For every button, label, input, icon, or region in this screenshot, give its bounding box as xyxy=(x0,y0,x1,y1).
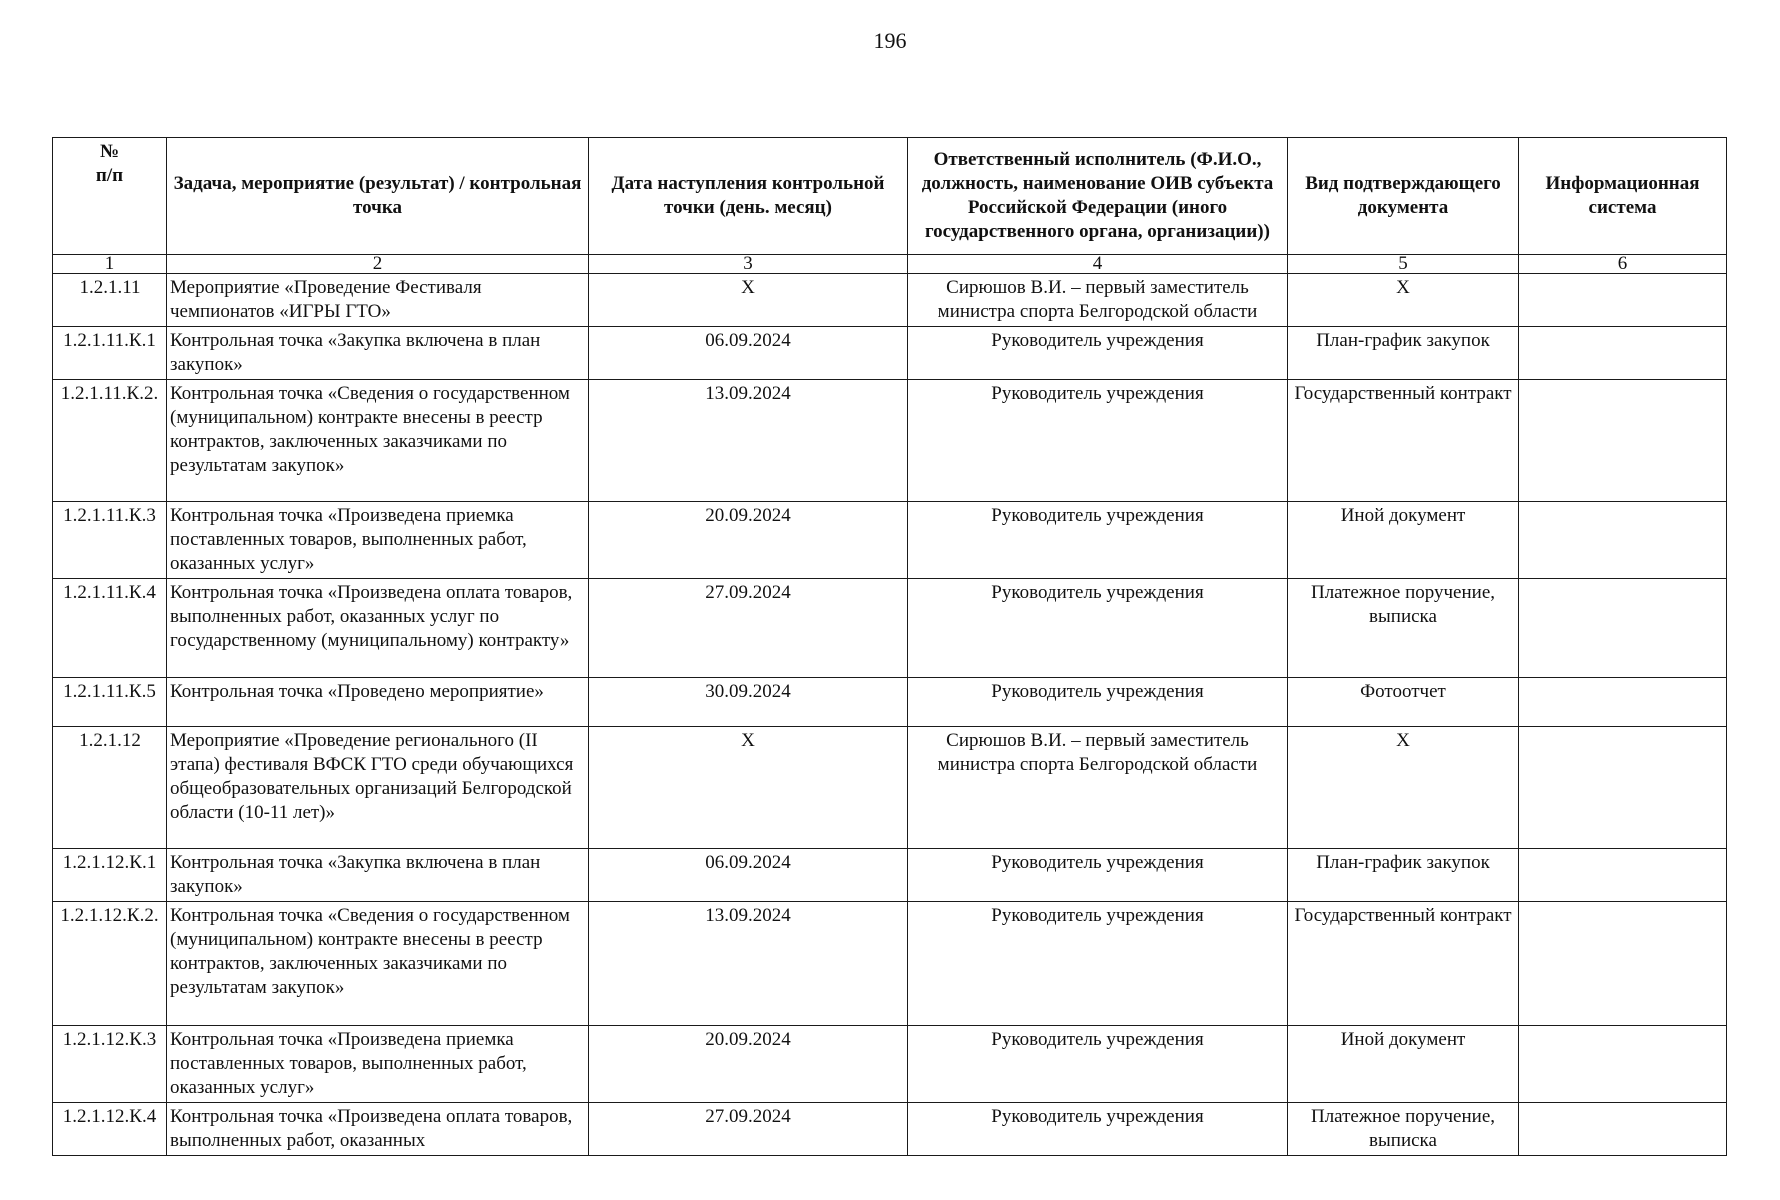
row-document: Х xyxy=(1288,274,1519,327)
row-number: 1.2.1.11.К.2. xyxy=(53,380,167,502)
row-task: Контрольная точка «Произведена приемка поставленных товаров, выполненных работ, оказанных услуг» xyxy=(167,502,589,579)
row-system xyxy=(1519,727,1727,849)
row-number: 1.2.1.12.К.2. xyxy=(53,902,167,1026)
row-system xyxy=(1519,274,1727,327)
row-document: Платежное поручение, выписка xyxy=(1288,1103,1519,1156)
row-document: Платежное поручение, выписка xyxy=(1288,579,1519,678)
row-system xyxy=(1519,678,1727,727)
header-number xyxy=(53,138,167,255)
row-system xyxy=(1519,849,1727,902)
table-row xyxy=(53,380,1727,502)
column-numbers-row xyxy=(53,255,1727,274)
header-number-pp: п/п xyxy=(95,165,124,186)
row-date: Х xyxy=(589,274,908,327)
row-document: План-график закупок xyxy=(1288,849,1519,902)
table-row xyxy=(53,849,1727,902)
row-executor: Руководитель учреждения xyxy=(908,502,1288,579)
row-date: 13.09.2024 xyxy=(589,902,908,1026)
row-date: 20.09.2024 xyxy=(589,502,908,579)
table-row xyxy=(53,1026,1727,1103)
row-task: Мероприятие «Проведение регионального (II этапа) фестиваля ВФСК ГТО среди обучающихся общеобразовательных организаций Белгородской области (10-11 лет)» xyxy=(167,727,589,849)
row-document: Иной документ xyxy=(1288,502,1519,579)
row-executor: Руководитель учреждения xyxy=(908,849,1288,902)
control-points-table xyxy=(52,137,1727,1156)
table-row xyxy=(53,1103,1727,1156)
row-system xyxy=(1519,380,1727,502)
row-executor: Руководитель учреждения xyxy=(908,678,1288,727)
row-document: Иной документ xyxy=(1288,1026,1519,1103)
row-system xyxy=(1519,502,1727,579)
header-date: Дата наступления контрольной точки (день. месяц) xyxy=(589,138,908,255)
table-row xyxy=(53,727,1727,849)
row-task: Контрольная точка «Сведения о государственном (муниципальном) контракте внесены в реестр контрактов, заключенных заказчиками по результатам закупок» xyxy=(167,380,589,502)
page-number: 196 xyxy=(873,28,907,53)
row-number: 1.2.1.12.К.3 xyxy=(53,1026,167,1103)
row-task: Контрольная точка «Произведена оплата товаров, выполненных работ, оказанных xyxy=(167,1103,589,1156)
row-date: 30.09.2024 xyxy=(589,678,908,727)
row-system xyxy=(1519,327,1727,380)
row-document: Государственный контракт xyxy=(1288,902,1519,1026)
row-executor: Руководитель учреждения xyxy=(908,327,1288,380)
row-date: 20.09.2024 xyxy=(589,1026,908,1103)
column-number: 5 xyxy=(1288,255,1519,274)
header-system: Информационная система xyxy=(1519,138,1727,255)
column-number: 4 xyxy=(908,255,1288,274)
table-row xyxy=(53,902,1727,1026)
row-number: 1.2.1.12 xyxy=(53,727,167,849)
row-date: 06.09.2024 xyxy=(589,327,908,380)
table-row xyxy=(53,327,1727,380)
row-task: Контрольная точка «Закупка включена в план закупок» xyxy=(167,849,589,902)
table-row xyxy=(53,678,1727,727)
row-task: Контрольная точка «Сведения о государственном (муниципальном) контракте внесены в реестр контрактов, заключенных заказчиками по результатам закупок» xyxy=(167,902,589,1026)
header-document: Вид подтверждающего документа xyxy=(1288,138,1519,255)
table-row xyxy=(53,502,1727,579)
table-row xyxy=(53,579,1727,678)
table-row xyxy=(53,274,1727,327)
row-number: 1.2.1.11.К.1 xyxy=(53,327,167,380)
column-number: 3 xyxy=(589,255,908,274)
row-document: План-график закупок xyxy=(1288,327,1519,380)
row-number: 1.2.1.12.К.1 xyxy=(53,849,167,902)
row-date: 06.09.2024 xyxy=(589,849,908,902)
row-document: Х xyxy=(1288,727,1519,849)
row-number: 1.2.1.11.К.3 xyxy=(53,502,167,579)
row-number: 1.2.1.11 xyxy=(53,274,167,327)
row-executor: Руководитель учреждения xyxy=(908,1026,1288,1103)
row-executor: Руководитель учреждения xyxy=(908,902,1288,1026)
row-executor: Сирюшов В.И. – первый заместитель министра спорта Белгородской области xyxy=(908,274,1288,327)
row-number: 1.2.1.11.К.4 xyxy=(53,579,167,678)
row-executor: Руководитель учреждения xyxy=(908,579,1288,678)
row-number: 1.2.1.11.К.5 xyxy=(53,678,167,727)
row-task: Мероприятие «Проведение Фестиваля чемпионатов «ИГРЫ ГТО» xyxy=(167,274,589,327)
column-number: 2 xyxy=(167,255,589,274)
row-executor: Руководитель учреждения xyxy=(908,380,1288,502)
column-number: 1 xyxy=(53,255,167,274)
column-number: 6 xyxy=(1519,255,1727,274)
row-task: Контрольная точка «Произведена оплата товаров, выполненных работ, оказанных услуг по государственному (муниципальному) контракту» xyxy=(167,579,589,678)
row-system xyxy=(1519,1103,1727,1156)
row-system xyxy=(1519,579,1727,678)
row-number: 1.2.1.12.К.4 xyxy=(53,1103,167,1156)
header-task: Задача, мероприятие (результат) / контрольная точка xyxy=(167,138,589,255)
row-date: 13.09.2024 xyxy=(589,380,908,502)
row-task: Контрольная точка «Произведена приемка поставленных товаров, выполненных работ, оказанных услуг» xyxy=(167,1026,589,1103)
header-executor: Ответственный исполнитель (Ф.И.О., должность, наименование ОИВ субъекта Российской Федерации (иного государственного органа, организации)) xyxy=(908,138,1288,255)
row-document: Государственный контракт xyxy=(1288,380,1519,502)
row-task: Контрольная точка «Закупка включена в план закупок» xyxy=(167,327,589,380)
row-executor: Руководитель учреждения xyxy=(908,1103,1288,1156)
row-date: 27.09.2024 xyxy=(589,579,908,678)
header-number-sign: № xyxy=(99,141,120,162)
table-header-row xyxy=(53,138,1727,255)
row-system xyxy=(1519,1026,1727,1103)
row-date: Х xyxy=(589,727,908,849)
row-task: Контрольная точка «Проведено мероприятие» xyxy=(167,678,589,727)
row-document: Фотоотчет xyxy=(1288,678,1519,727)
row-system xyxy=(1519,902,1727,1026)
row-executor: Сирюшов В.И. – первый заместитель министра спорта Белгородской области xyxy=(908,727,1288,849)
row-date: 27.09.2024 xyxy=(589,1103,908,1156)
